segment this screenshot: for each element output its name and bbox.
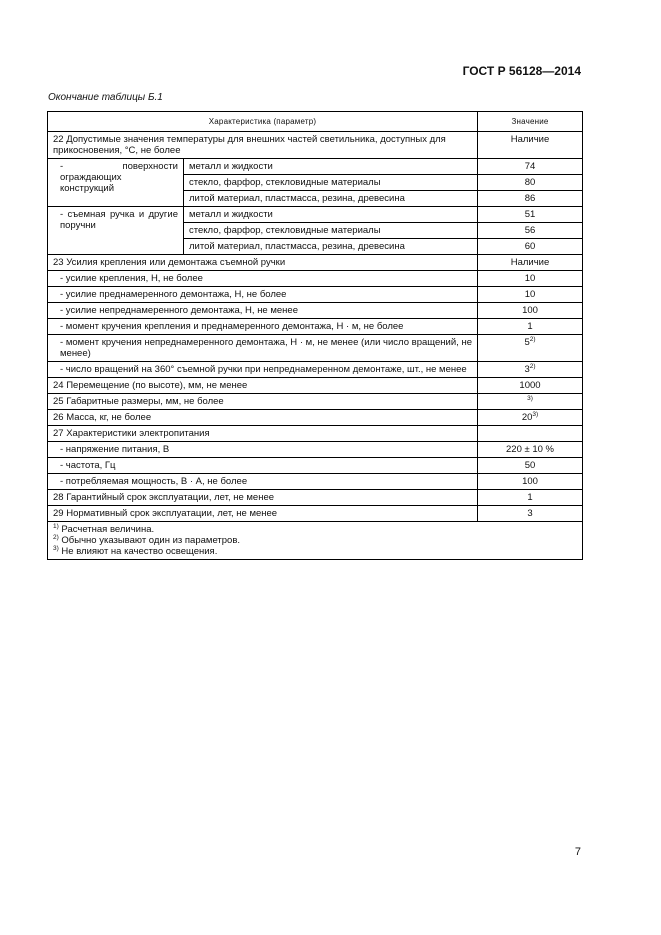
column-header-parameter: Характеристика (параметр) — [48, 112, 478, 132]
material-cell: литой материал, пластмасса, резина, древесина — [184, 239, 478, 255]
table-row — [48, 303, 583, 319]
table-row — [48, 458, 583, 474]
row-value — [478, 335, 583, 362]
table-row — [48, 335, 583, 362]
footnotes — [48, 522, 583, 560]
table-row — [48, 362, 583, 378]
footnote-ref: 2) — [529, 335, 536, 343]
footnote-mark: 3) — [53, 544, 59, 552]
footnote-text: Обычно указывают один из параметров. — [61, 535, 241, 546]
row-value: 3 — [478, 506, 583, 522]
row-label: - потребляемая мощность, В · А, не более — [48, 474, 478, 490]
table-row — [48, 506, 583, 522]
row-value — [478, 410, 583, 426]
row-value: 60 — [478, 239, 583, 255]
row-label: - число вращений на 360° съемной ручки при непреднамеренном демонтаже, шт., не менее — [48, 362, 478, 378]
footnotes-row — [48, 522, 583, 560]
table-row — [48, 490, 583, 506]
footnote-mark: 1) — [53, 522, 59, 530]
column-header-value: Значение — [478, 112, 583, 132]
row-label: 25 Габаритные размеры, мм, не более — [48, 394, 478, 410]
row-label: 26 Масса, кг, не более — [48, 410, 478, 426]
row-value: 50 — [478, 458, 583, 474]
footnote-text: Расчетная величина. — [61, 524, 155, 535]
row-value: Наличие — [478, 255, 583, 271]
row-value — [478, 426, 583, 442]
value-text: 20 — [521, 412, 533, 423]
table-row — [48, 394, 583, 410]
table-row — [48, 132, 583, 159]
table-row — [48, 287, 583, 303]
footnote-ref: 3) — [527, 394, 533, 402]
material-cell: металл и жидкости — [184, 207, 478, 223]
table-row — [48, 474, 583, 490]
row-label: - момент кручения крепления и преднамеренного демонтажа, Н · м, не более — [48, 319, 478, 335]
row-value: 1000 — [478, 378, 583, 394]
material-cell: металл и жидкости — [184, 159, 478, 175]
row-value: 56 — [478, 223, 583, 239]
row-label: - усилие преднамеренного демонтажа, Н, не более — [48, 287, 478, 303]
table-caption: Окончание таблицы Б.1 — [48, 92, 163, 103]
table-row — [48, 442, 583, 458]
row-label: - частота, Гц — [48, 458, 478, 474]
material-cell: стекло, фарфор, стекловидные материалы — [184, 223, 478, 239]
table-row — [48, 319, 583, 335]
row-value: 100 — [478, 303, 583, 319]
row-label: - напряжение питания, В — [48, 442, 478, 458]
footnote-text: Не влияют на качество освещения. — [61, 546, 218, 557]
row-label: 28 Гарантийный срок эксплуатации, лет, не менее — [48, 490, 478, 506]
row-label: - момент кручения непреднамеренного демонтажа, Н · м, не менее (или число вращений, не менее) — [48, 335, 478, 362]
table-row — [48, 426, 583, 442]
value-text: 3 — [524, 364, 530, 375]
row-value: 51 — [478, 207, 583, 223]
row-value: 86 — [478, 191, 583, 207]
footnote — [53, 535, 577, 546]
row-label: 23 Усилия крепления или демонтажа съемной ручки — [48, 255, 478, 271]
row-label: 24 Перемещение (по высоте), мм, не менее — [48, 378, 478, 394]
row-value: 1 — [478, 319, 583, 335]
row-value — [478, 362, 583, 378]
table-row — [48, 271, 583, 287]
footnote-mark: 2) — [53, 533, 59, 541]
subgroup-label: - съемная ручка и другие поручни — [48, 207, 184, 255]
row-value: 1 — [478, 490, 583, 506]
row-value: 80 — [478, 175, 583, 191]
row-value: 74 — [478, 159, 583, 175]
row-value: 10 — [478, 271, 583, 287]
row-value — [478, 394, 583, 410]
table-row — [48, 255, 583, 271]
table-row — [48, 207, 583, 223]
row-label: 27 Характеристики электропитания — [48, 426, 478, 442]
table-header-row — [48, 112, 583, 132]
row-label: - усилие непреднамеренного демонтажа, Н, не менее — [48, 303, 478, 319]
value-text: 5 — [524, 337, 530, 348]
material-cell: стекло, фарфор, стекловидные материалы — [184, 175, 478, 191]
footnote-ref: 3) — [532, 410, 539, 418]
material-cell: литой материал, пластмасса, резина, древесина — [184, 191, 478, 207]
row-value: 10 — [478, 287, 583, 303]
row-label: - усилие крепления, Н, не более — [48, 271, 478, 287]
table-row — [48, 410, 583, 426]
row-label: 29 Нормативный срок эксплуатации, лет, не менее — [48, 506, 478, 522]
footnote-ref: 2) — [529, 362, 536, 370]
row-label: 22 Допустимые значения температуры для внешних частей светильника, доступных для прикосновения, °С, не более — [48, 132, 478, 159]
document-code: ГОСТ Р 56128—2014 — [462, 64, 581, 78]
subgroup-label: - поверхности ограждающих конструкций — [48, 159, 184, 207]
row-value: 220 ± 10 % — [478, 442, 583, 458]
row-value: Наличие — [478, 132, 583, 159]
table-row — [48, 159, 583, 175]
row-value: 100 — [478, 474, 583, 490]
page-number: 7 — [574, 846, 581, 858]
footnote — [53, 546, 577, 557]
table-row — [48, 378, 583, 394]
footnote — [53, 524, 577, 535]
characteristics-table — [47, 111, 583, 560]
